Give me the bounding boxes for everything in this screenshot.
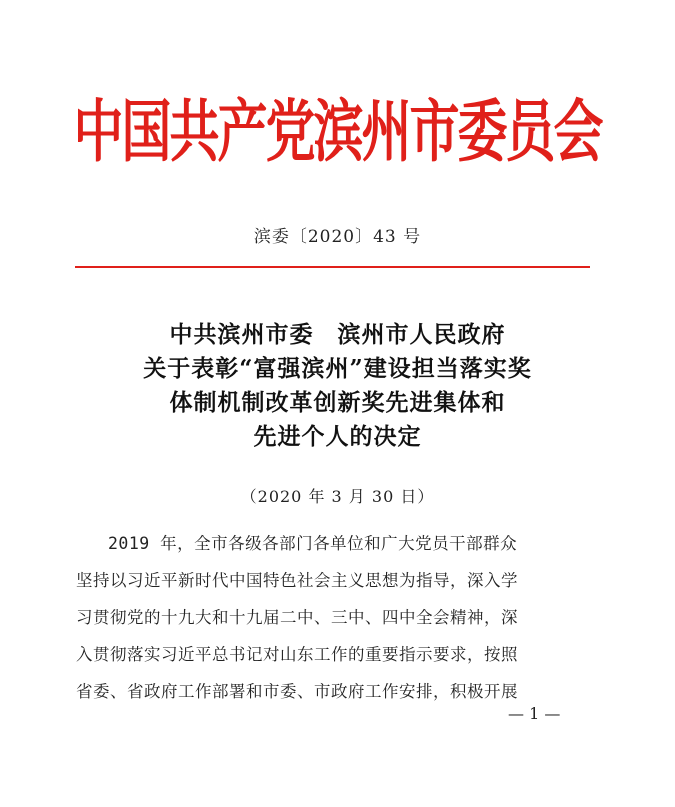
red-separator-rule (75, 266, 590, 268)
red-masthead-title: 中国共产党滨州市委员会 (73, 92, 602, 172)
decision-title (0, 318, 675, 454)
body-line-5: 省委、省政府工作部署和市委、市政府工作安排，积极开展 (76, 682, 518, 701)
body-line-1: 2019 年，全市各级各部门各单位和广大党员干部群众 (108, 534, 518, 553)
title-line-4: 先进个人的决定 (253, 423, 422, 450)
page-number: — 1 — (508, 704, 561, 723)
document-number: 滨委〔2020〕43 号 (253, 227, 422, 247)
issue-date: （2020 年 3 月 30 日） (240, 487, 435, 506)
body-line-4: 入贯彻落实习近平总书记对山东工作的重要指示要求，按照 (76, 645, 518, 664)
title-line-1: 中共滨州市委 滨州市人民政府 (169, 321, 506, 348)
title-line-2: 关于表彰“富强滨州”建设担当落实奖 (143, 355, 532, 382)
title-line-3: 体制机制改革创新奖先进集体和 (169, 389, 506, 416)
body-line-2: 坚持以习近平新时代中国特色社会主义思想为指导，深入学 (76, 571, 518, 590)
body-line-3: 习贯彻党的十九大和十九届二中、三中、四中全会精神，深 (76, 608, 518, 627)
body-paragraph (76, 525, 596, 710)
